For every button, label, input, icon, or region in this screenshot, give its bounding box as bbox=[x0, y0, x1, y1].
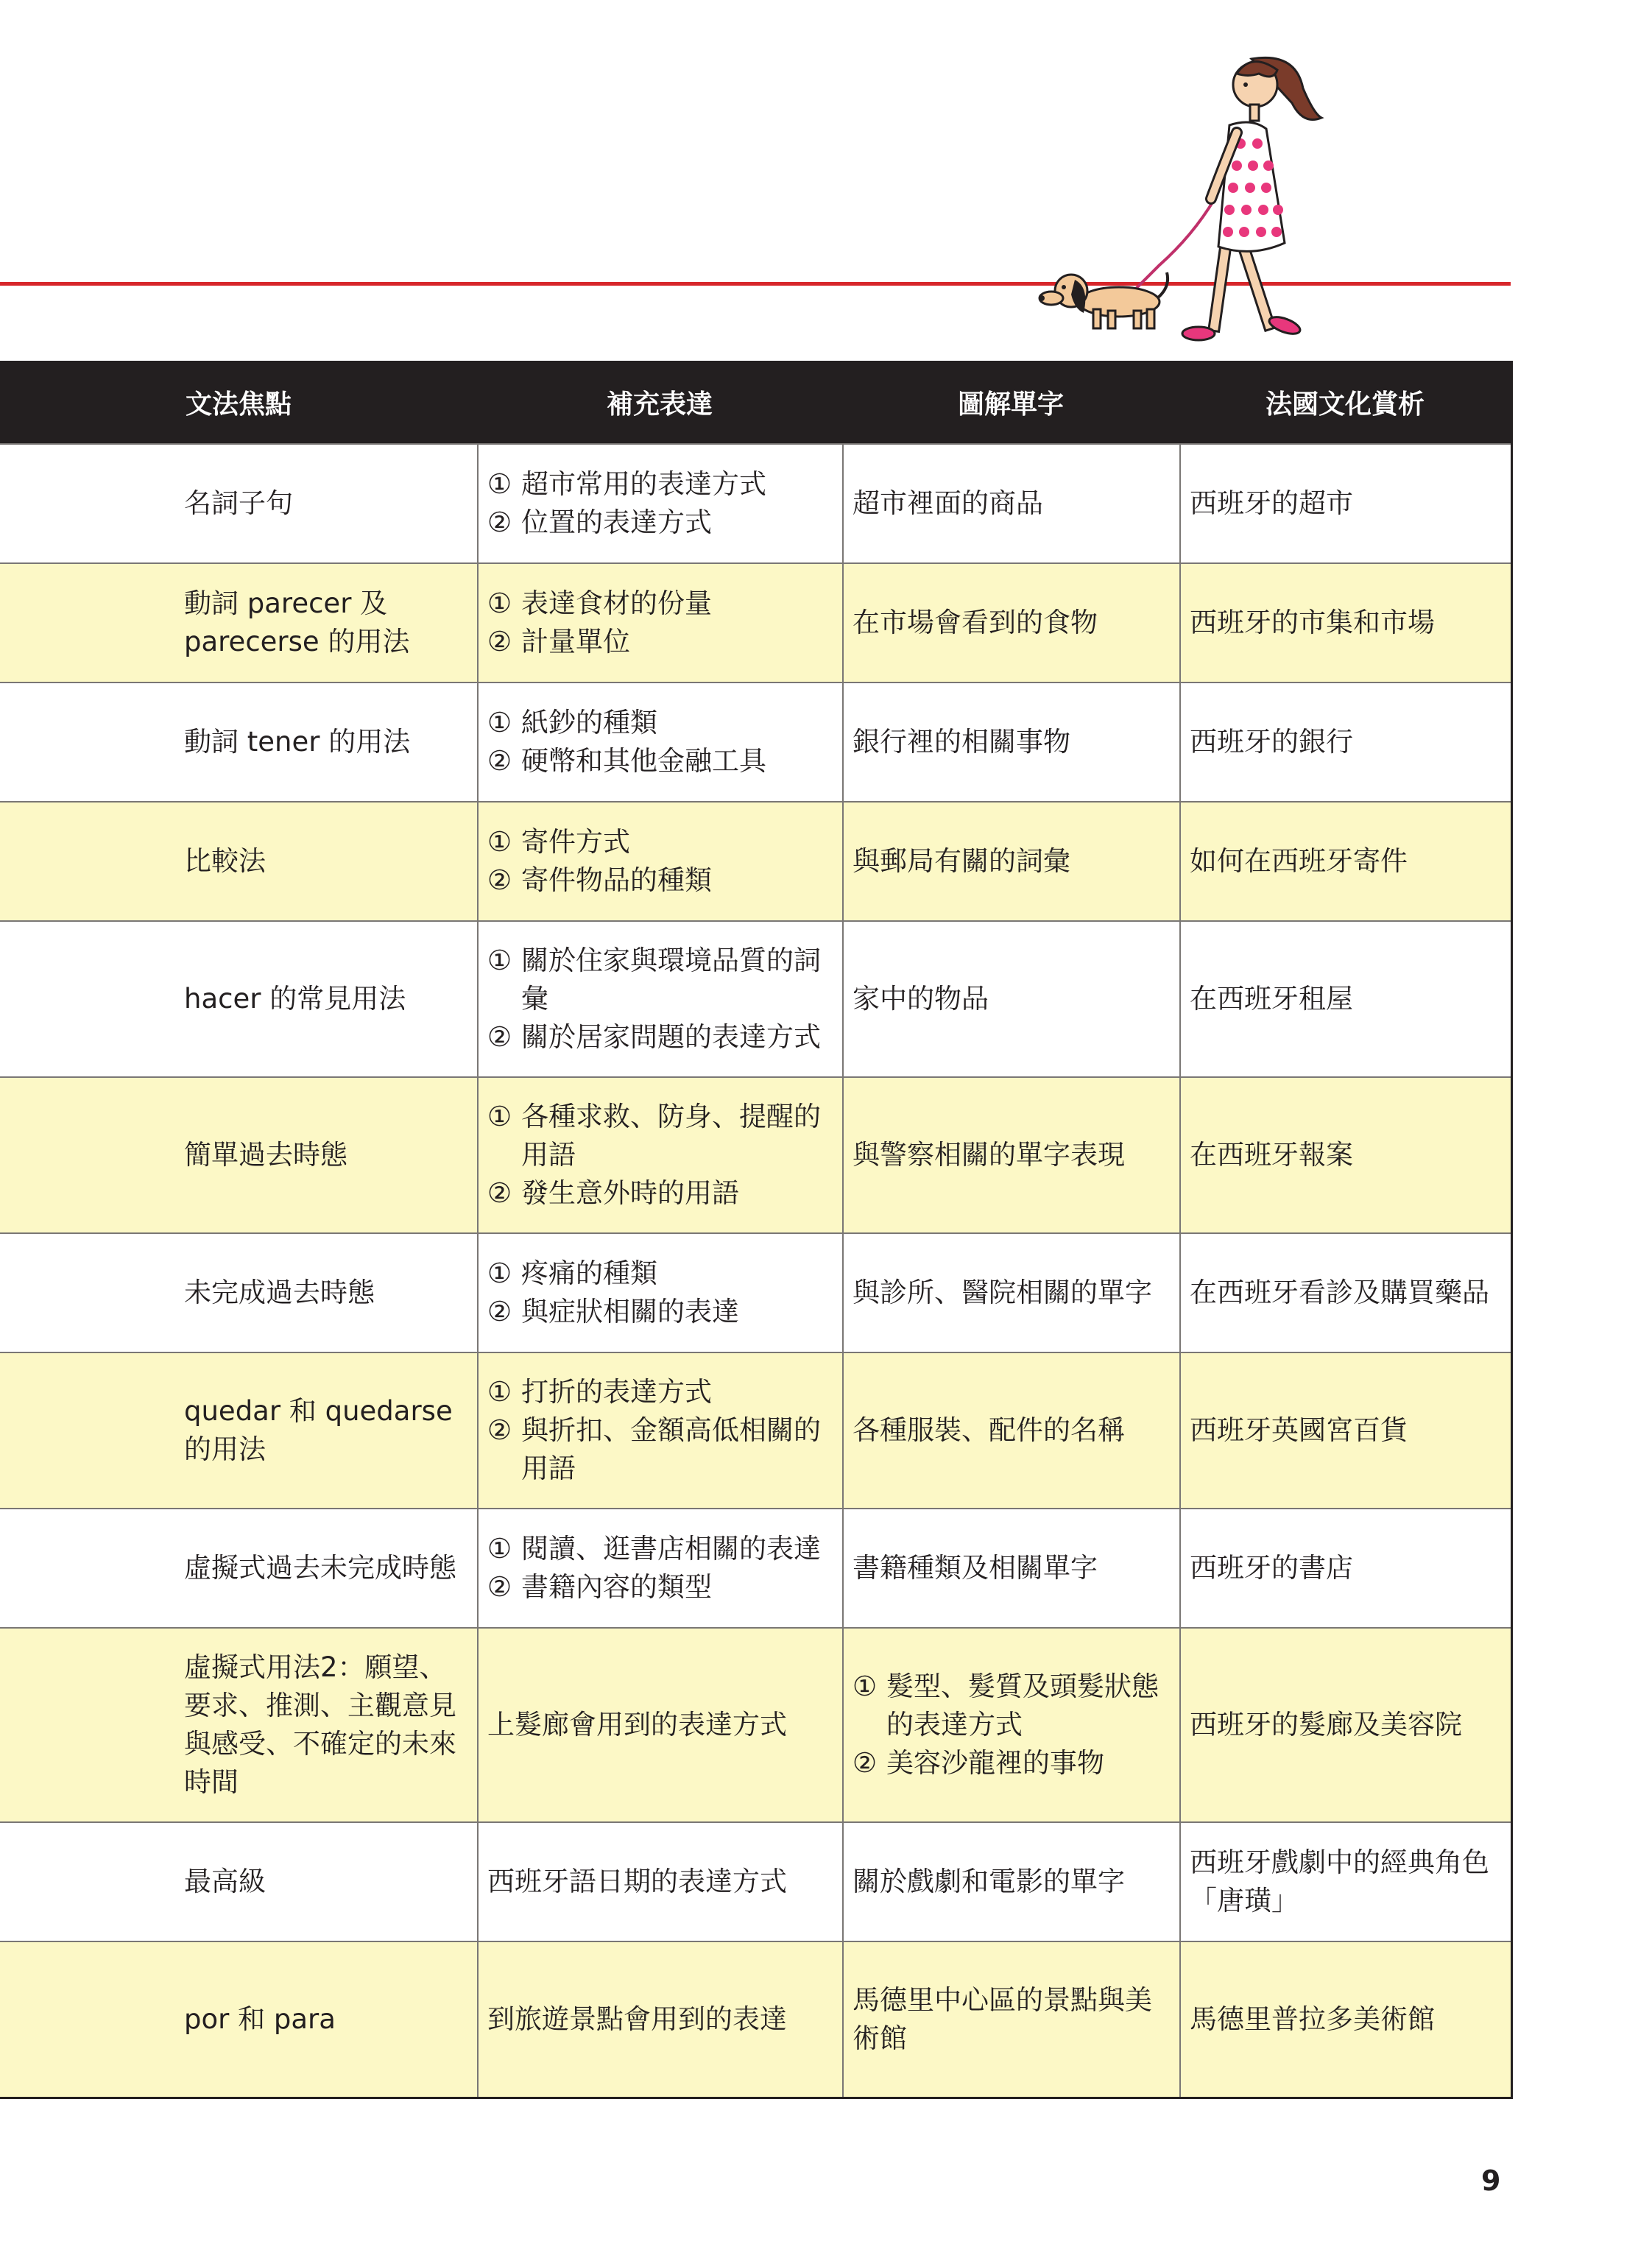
numbered-list-item bbox=[487, 1018, 821, 1057]
curriculum-table bbox=[0, 361, 1513, 2099]
item-text: 書籍內容的類型 bbox=[521, 1571, 712, 1603]
expressions-cell bbox=[477, 562, 842, 682]
numbered-list-item bbox=[487, 942, 821, 1018]
numbered-list-item bbox=[487, 742, 766, 780]
vocabulary-cell: 關於戲劇和電影的單字 bbox=[842, 1821, 1179, 1941]
item-number: ① bbox=[487, 1376, 512, 1408]
item-number: ② bbox=[487, 745, 512, 777]
numbered-list bbox=[487, 1373, 821, 1488]
item-number: ② bbox=[487, 626, 512, 657]
numbered-list-item bbox=[487, 861, 712, 900]
expressions-cell bbox=[477, 1076, 842, 1232]
grammar-cell: por 和 para bbox=[0, 1941, 477, 2097]
culture-cell: 在西班牙租屋 bbox=[1179, 920, 1511, 1076]
item-text: 與症狀相關的表達 bbox=[521, 1296, 739, 1327]
column-header-grammar: 文法焦點 bbox=[0, 361, 477, 443]
grammar-cell: hacer 的常見用法 bbox=[0, 920, 477, 1076]
page-number: 9 bbox=[1481, 2165, 1501, 2197]
grammar-cell: 動詞 parecer 及 parecerse 的用法 bbox=[0, 562, 477, 682]
item-number: ① bbox=[487, 468, 512, 500]
culture-cell: 西班牙英國宮百貨 bbox=[1179, 1352, 1511, 1508]
expressions-cell bbox=[477, 1352, 842, 1508]
numbered-list bbox=[487, 1098, 821, 1213]
numbered-list-item bbox=[487, 1568, 821, 1606]
item-number: ② bbox=[853, 1747, 878, 1779]
item-text: 閱讀、逛書店相關的表達 bbox=[521, 1533, 821, 1565]
numbered-list-item bbox=[487, 1255, 739, 1293]
item-number: ② bbox=[487, 1414, 512, 1446]
expressions-cell bbox=[477, 682, 842, 801]
numbered-list-item bbox=[487, 504, 766, 542]
item-number: ② bbox=[487, 1021, 512, 1053]
item-text: 發生意外時的用語 bbox=[521, 1177, 739, 1209]
item-text: 各種求救、防身、提醒的 用語 bbox=[521, 1101, 821, 1171]
vocabulary-cell: 各種服裝、配件的名稱 bbox=[842, 1352, 1179, 1508]
item-text: 計量單位 bbox=[521, 626, 630, 657]
culture-cell: 西班牙的書店 bbox=[1179, 1508, 1511, 1627]
grammar-cell: 簡單過去時態 bbox=[0, 1076, 477, 1232]
item-text: 紙鈔的種類 bbox=[521, 707, 657, 738]
vocabulary-cell: 馬德里中心區的景點與美 術館 bbox=[842, 1941, 1179, 2097]
culture-cell: 馬德里普拉多美術館 bbox=[1179, 1941, 1511, 2097]
culture-cell: 西班牙的市集和市場 bbox=[1179, 562, 1511, 682]
vocabulary-cell: 與郵局有關的詞彙 bbox=[842, 801, 1179, 920]
culture-cell: 在西班牙看診及購買藥品 bbox=[1179, 1232, 1511, 1352]
expressions-cell bbox=[477, 920, 842, 1076]
item-number: ② bbox=[487, 864, 512, 896]
numbered-list bbox=[487, 1255, 739, 1331]
numbered-list-item bbox=[487, 465, 766, 504]
numbered-list-item bbox=[853, 1668, 1159, 1744]
numbered-list bbox=[487, 1530, 821, 1606]
vocabulary-cell: 與診所、醫院相關的單字 bbox=[842, 1232, 1179, 1352]
expressions-cell bbox=[477, 1508, 842, 1627]
expressions-cell: 上髮廊會用到的表達方式 bbox=[477, 1627, 842, 1821]
expressions-cell bbox=[477, 801, 842, 920]
item-number: ② bbox=[487, 1571, 512, 1603]
numbered-list-item bbox=[487, 1174, 821, 1213]
vocabulary-cell: 家中的物品 bbox=[842, 920, 1179, 1076]
numbered-list-item bbox=[487, 1411, 821, 1488]
column-header-vocabulary: 圖解單字 bbox=[842, 361, 1179, 443]
item-number: ① bbox=[487, 1101, 512, 1132]
item-text: 超市常用的表達方式 bbox=[521, 468, 766, 500]
numbered-list bbox=[487, 704, 766, 780]
column-header-culture: 法國文化賞析 bbox=[1179, 361, 1511, 443]
grammar-cell: 虛擬式過去未完成時態 bbox=[0, 1508, 477, 1627]
grammar-cell: 最高級 bbox=[0, 1821, 477, 1941]
item-text: 美容沙龍裡的事物 bbox=[886, 1747, 1104, 1779]
numbered-list-item bbox=[853, 1744, 1159, 1782]
item-text: 寄件方式 bbox=[521, 826, 630, 858]
vocabulary-cell: 超市裡面的商品 bbox=[842, 443, 1179, 562]
item-text: 疼痛的種類 bbox=[521, 1258, 657, 1289]
item-number: ① bbox=[487, 945, 512, 976]
culture-cell: 西班牙的超市 bbox=[1179, 443, 1511, 562]
item-number: ① bbox=[487, 588, 512, 619]
girl-walking-dog-illustration bbox=[1031, 44, 1355, 353]
culture-cell: 西班牙的銀行 bbox=[1179, 682, 1511, 801]
item-text: 關於居家問題的表達方式 bbox=[521, 1021, 821, 1053]
grammar-cell: 動詞 tener 的用法 bbox=[0, 682, 477, 801]
item-text: 硬幣和其他金融工具 bbox=[521, 745, 766, 777]
expressions-cell bbox=[477, 443, 842, 562]
numbered-list-item bbox=[487, 585, 712, 623]
vocabulary-cell: 在市場會看到的食物 bbox=[842, 562, 1179, 682]
numbered-list bbox=[487, 585, 712, 661]
item-text: 與折扣、金額高低相關的 用語 bbox=[521, 1414, 821, 1484]
item-number: ② bbox=[487, 1296, 512, 1327]
item-number: ① bbox=[487, 1258, 512, 1289]
numbered-list-item bbox=[487, 823, 712, 861]
numbered-list bbox=[487, 823, 712, 900]
item-number: ① bbox=[853, 1671, 878, 1702]
expressions-cell: 到旅遊景點會用到的表達 bbox=[477, 1941, 842, 2097]
item-number: ② bbox=[487, 1177, 512, 1209]
item-number: ② bbox=[487, 507, 512, 538]
numbered-list bbox=[487, 465, 766, 542]
item-text: 關於住家與環境品質的詞 彙 bbox=[521, 945, 821, 1015]
numbered-list-item bbox=[487, 623, 712, 661]
numbered-list-item bbox=[487, 1373, 821, 1411]
vocabulary-cell: 與警察相關的單字表現 bbox=[842, 1076, 1179, 1232]
item-text: 打折的表達方式 bbox=[521, 1376, 712, 1408]
item-number: ① bbox=[487, 1533, 512, 1565]
expressions-cell bbox=[477, 1232, 842, 1352]
item-number: ① bbox=[487, 826, 512, 858]
culture-cell: 西班牙的髮廊及美容院 bbox=[1179, 1627, 1511, 1821]
numbered-list bbox=[487, 942, 821, 1057]
numbered-list-item bbox=[487, 1293, 739, 1331]
item-number: ① bbox=[487, 707, 512, 738]
grammar-cell: 名詞子句 bbox=[0, 443, 477, 562]
culture-cell: 在西班牙報案 bbox=[1179, 1076, 1511, 1232]
item-text: 髮型、髮質及頭髮狀態 的表達方式 bbox=[886, 1671, 1159, 1740]
vocabulary-cell: 銀行裡的相關事物 bbox=[842, 682, 1179, 801]
item-text: 位置的表達方式 bbox=[521, 507, 712, 538]
column-header-expressions: 補充表達 bbox=[477, 361, 842, 443]
numbered-list bbox=[853, 1668, 1159, 1782]
grammar-cell: 虛擬式用法2：願望、 要求、推測、主觀意見 與感受、不確定的未來 時間 bbox=[0, 1627, 477, 1821]
item-text: 寄件物品的種類 bbox=[521, 864, 712, 896]
numbered-list-item bbox=[487, 1530, 821, 1568]
culture-cell: 如何在西班牙寄件 bbox=[1179, 801, 1511, 920]
numbered-list-item bbox=[487, 704, 766, 742]
grammar-cell: 比較法 bbox=[0, 801, 477, 920]
grammar-cell: 未完成過去時態 bbox=[0, 1232, 477, 1352]
numbered-list-item bbox=[487, 1098, 821, 1174]
grammar-cell: quedar 和 quedarse 的用法 bbox=[0, 1352, 477, 1508]
vocabulary-cell: 書籍種類及相關單字 bbox=[842, 1508, 1179, 1627]
culture-cell: 西班牙戲劇中的經典角色 「唐璜」 bbox=[1179, 1821, 1511, 1941]
expressions-cell: 西班牙語日期的表達方式 bbox=[477, 1821, 842, 1941]
item-text: 表達食材的份量 bbox=[521, 588, 712, 619]
vocabulary-cell bbox=[842, 1627, 1179, 1821]
